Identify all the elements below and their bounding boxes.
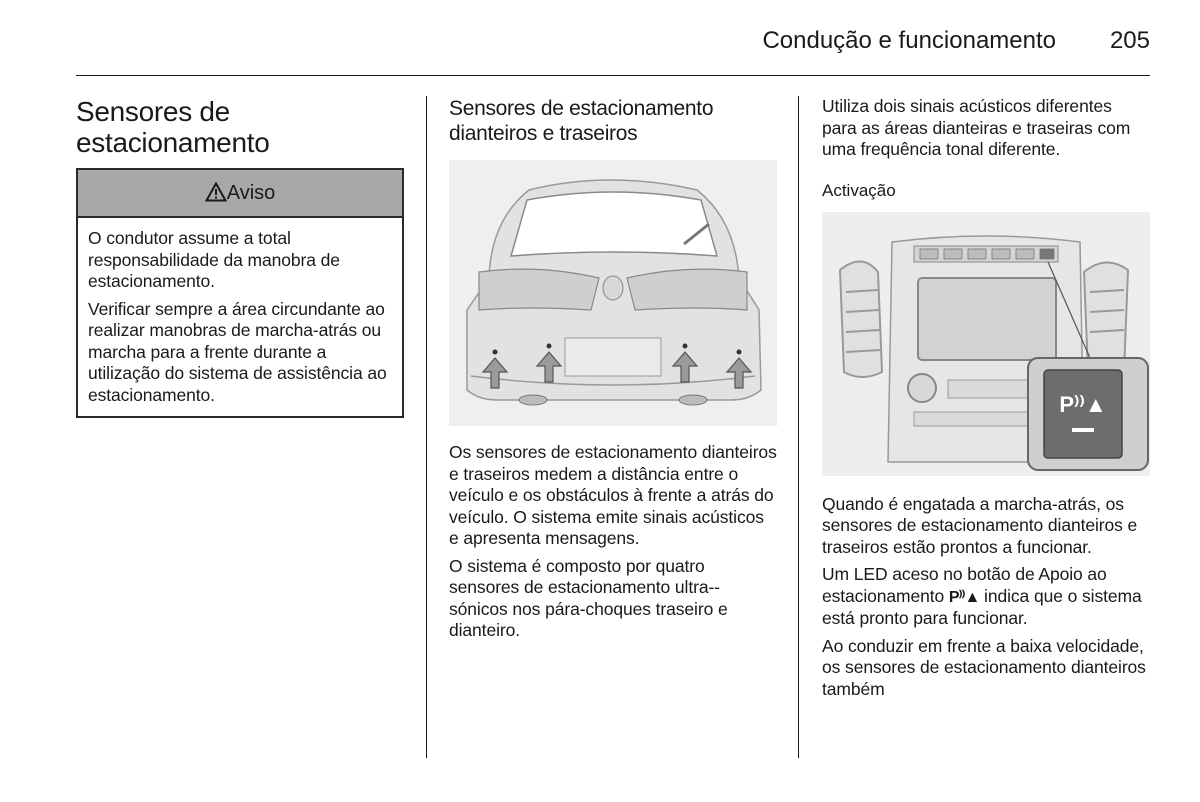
warning-box <box>76 168 404 418</box>
paragraph-text: indica que o sistema está pronto para funcionar. <box>822 585 1142 628</box>
car-rear-illustration <box>449 160 777 426</box>
activation-text <box>822 494 1150 701</box>
paragraph: Os sensores de estacionamento dianteiros e traseiros medem a distância entre o veículo e os obstáculos à frente a atrás do veículo. O sistema emite sinais acústicos e apresenta mensagens. <box>449 442 777 548</box>
body-text <box>449 442 777 642</box>
warning-body <box>78 218 402 416</box>
column-3 <box>822 96 1150 706</box>
warning-triangle-icon <box>205 182 227 202</box>
column-divider-2 <box>798 96 799 758</box>
warning-header <box>78 170 402 218</box>
intro-paragraph: Utiliza dois sinais acústicos diferentes para as áreas dianteiras e traseiras com uma frequência tonal diferente. <box>822 96 1131 159</box>
paragraph: Quando é engatada a marcha-atrás, os sensores de estacionamento dianteiros e traseiros estão prontos a funcionar. <box>822 493 1138 557</box>
page-number: 205 <box>1109 27 1150 54</box>
section-title: Sensores de estacionamento <box>76 96 270 158</box>
warning-paragraph: Verificar sempre a área circundante ao realizar manobras de marcha-atrás ou marcha para a frente durante a utilização do sistema de assistência ao estacionamento. <box>88 298 387 405</box>
dashboard-figure <box>822 212 1150 476</box>
column-2 <box>449 96 777 648</box>
warning-paragraph: O condutor assume a total responsabilidade da manobra de estacionamento. <box>88 228 340 291</box>
paragraph: Ao conduzir em frente a baixa velocidade, os sensores de estacionamento dianteiros também <box>822 635 1146 699</box>
activation-heading: Activação <box>822 180 896 200</box>
subsection-title: Sensores de estacionamento dianteiros e traseiros <box>449 97 714 145</box>
column-1 <box>76 96 404 418</box>
dashboard-illustration <box>822 212 1150 476</box>
paragraph-text: Um LED aceso no botão de Apoio ao estacionamento <box>822 564 1107 606</box>
running-header-title: Condução e funcionamento <box>762 27 1056 54</box>
paragraph: O sistema é composto por quatro sensores de estacionamento ultra--sónicos nos pára-choques traseiro e dianteiro. <box>449 555 728 640</box>
column-divider-1 <box>426 96 427 758</box>
rear-car-figure <box>449 160 777 426</box>
park-assist-symbol-inline: P⁾⁾▲ <box>948 588 980 606</box>
paragraph <box>822 564 1150 630</box>
warning-title: Aviso <box>226 182 276 204</box>
header-rule <box>76 75 1150 76</box>
park-assist-button-symbol: P⁾⁾▲ <box>1059 391 1107 417</box>
